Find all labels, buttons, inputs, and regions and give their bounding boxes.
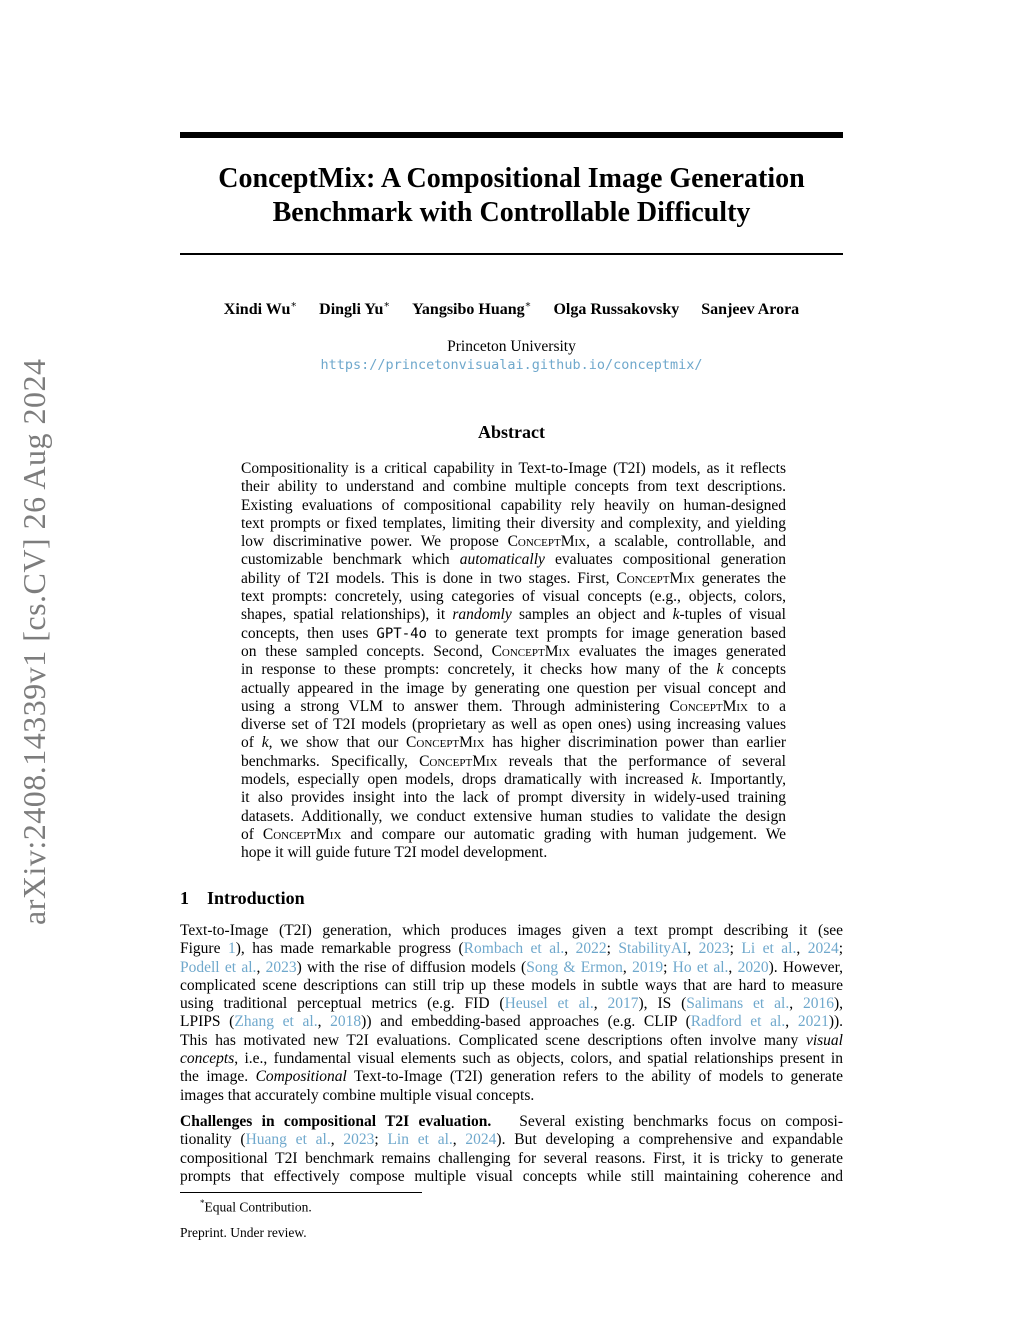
citation-link[interactable]: Lin et al. bbox=[387, 1131, 453, 1149]
abstract-line: on these sampled concepts. Second, ConceptMix evaluates the images generated bbox=[241, 642, 787, 660]
model-name: GPT-4o bbox=[376, 625, 427, 642]
paragraph-line: Podell et al., 2023) with the rise of diffusion models (Song & Ermon, 2019; Ho et al., 2020). However, bbox=[180, 958, 843, 976]
abstract-line: datasets. Additionally, we conduct extensive human studies to validate the design bbox=[241, 807, 786, 825]
arxiv-identifier: arXiv:2408.14339v1 [cs.CV] 26 Aug 2024 bbox=[16, 358, 52, 926]
method-name: ConceptMix bbox=[616, 569, 695, 587]
abstract-line: actually appeared in the image by generating one question per visual concept and bbox=[241, 679, 786, 697]
author-list bbox=[180, 300, 843, 319]
paragraph-line: prompts that effectively compose multiple visual concepts while still maintaining coherence and bbox=[180, 1167, 843, 1185]
paragraph-line: LPIPS (Zhang et al., 2018)) and embedding-based approaches (e.g. CLIP (Radford et al., 2021)). bbox=[180, 1013, 844, 1031]
citation-link[interactable]: Radford et al. bbox=[690, 1013, 786, 1031]
method-name: ConceptMix bbox=[507, 533, 587, 551]
paragraph-line: using traditional perceptual metrics (e.g. FID (Heusel et al., 2017), IS (Salimans et al., 2016), bbox=[180, 995, 844, 1013]
method-name: ConceptMix bbox=[669, 697, 748, 715]
abstract-line: concepts, then uses GPT-4o to generate text prompts for image generation based bbox=[241, 624, 786, 642]
abstract-line: text prompts or fixed templates, limiting their diversity and complexity, and yielding bbox=[241, 514, 786, 532]
method-name: ConceptMix bbox=[419, 752, 498, 770]
paragraph-line: compositional T2I benchmark remains challenging for several reasons. First, it is tricky to generate bbox=[180, 1149, 843, 1167]
author-1: Xindi Wu∗ bbox=[223, 300, 298, 319]
citation-link[interactable]: Podell et al. bbox=[180, 958, 257, 976]
paragraph-line: Challenges in compositional T2I evaluation. Several existing benchmarks focus on composi- bbox=[180, 1113, 843, 1130]
citation-year-link[interactable]: 2021 bbox=[797, 1013, 829, 1031]
intro-paragraph-1 bbox=[180, 922, 843, 1105]
abstract-line: models, especially open models, drops dramatically with increased k. Importantly, bbox=[241, 771, 786, 789]
paragraph-line: Text-to-Image (T2I) generation, which produces images given a text prompt describing it (see bbox=[180, 922, 843, 939]
paragraph-line: This has motivated new T2I evaluations. Complicated scene descriptions often involve many visual bbox=[180, 1031, 843, 1049]
abstract-body bbox=[241, 460, 786, 863]
citation-link[interactable]: Heusel et al. bbox=[504, 995, 594, 1013]
abstract-line: it also provides insight into the lack of prompt diversity in widely-used training bbox=[241, 789, 786, 807]
abstract-line: low discriminative power. We propose ConceptMix, a scalable, controllable, and bbox=[241, 533, 786, 551]
paragraph-lead: Challenges in compositional T2I evaluation. bbox=[180, 1113, 492, 1130]
abstract-line: shapes, spatial relationships), it randomly samples an object and k-tuples of visual bbox=[241, 606, 786, 624]
citation-year-link[interactable]: 2018 bbox=[330, 1013, 362, 1031]
citation-link[interactable]: Zhang et al. bbox=[234, 1013, 318, 1031]
citation-link[interactable]: Li et al. bbox=[741, 940, 797, 958]
method-name: ConceptMix bbox=[262, 825, 342, 843]
abstract-line: benchmarks. Specifically, ConceptMix reveals that the performance of several bbox=[241, 752, 786, 770]
figure-ref-link[interactable]: 1 bbox=[227, 940, 236, 958]
title-bottom-rule bbox=[180, 253, 843, 255]
citation-link[interactable]: Rombach et al. bbox=[463, 940, 565, 958]
method-name: ConceptMix bbox=[491, 642, 571, 660]
footnote: *Equal Contribution. bbox=[200, 1198, 312, 1215]
author-2: Dingli Yu∗ bbox=[319, 300, 391, 319]
project-url-link[interactable]: https://princetonvisualai.github.io/conceptmix/ bbox=[320, 357, 703, 373]
title-line-2: Benchmark with Controllable Difficulty bbox=[272, 197, 751, 228]
abstract-line: their ability to understand and combine multiple concepts from text descriptions. bbox=[241, 478, 786, 496]
paragraph-line: Figure 1), has made remarkable progress (Rombach et al., 2022; StabilityAI, 2023; Li et al., 2024; bbox=[180, 940, 844, 958]
abstract-line: of k, we show that our ConceptMix has higher discrimination power than earlier bbox=[241, 734, 786, 752]
citation-year-link[interactable]: 2019 bbox=[632, 958, 664, 976]
abstract-line: diverse set of T2I models (proprietary as well as open ones) using increasing values bbox=[241, 716, 786, 734]
citation-link[interactable]: StabilityAI bbox=[618, 940, 688, 958]
paragraph-line: concepts, i.e., fundamental visual elements such as objects, colors, and spatial relationships present in bbox=[180, 1050, 843, 1068]
section-heading-introduction: 1 Introduction bbox=[180, 888, 305, 908]
abstract-line: customizable benchmark which automatically evaluates compositional generation bbox=[241, 551, 787, 569]
paragraph-line: images that accurately combine multiple visual concepts. bbox=[180, 1086, 535, 1104]
intro-paragraph-2 bbox=[180, 1113, 843, 1186]
abstract-line: of ConceptMix and compare our automatic grading with human judgement. We bbox=[241, 825, 786, 843]
citation-year-link[interactable]: 2024 bbox=[465, 1131, 497, 1149]
citation-link[interactable]: Song & Ermon bbox=[526, 958, 623, 976]
citation-year-link[interactable]: 2022 bbox=[575, 940, 607, 958]
abstract-heading: Abstract bbox=[478, 422, 545, 442]
paragraph-line: complicated scene descriptions can still trip up these models in subtle ways that are hard to measure bbox=[180, 976, 843, 994]
citation-year-link[interactable]: 2020 bbox=[737, 958, 769, 976]
preprint-note: Preprint. Under review. bbox=[180, 1225, 307, 1240]
citation-year-link[interactable]: 2024 bbox=[807, 940, 839, 958]
paper-title bbox=[180, 162, 843, 230]
abstract-line: ability of T2I models. This is done in two stages. First, ConceptMix generates the bbox=[241, 569, 786, 587]
abstract-line: Compositionality is a critical capability in Text-to-Image (T2I) models, as it reflects bbox=[241, 460, 786, 477]
abstract-line: using a strong VLM to answer them. Through administering ConceptMix to a bbox=[241, 697, 786, 715]
title-line-1: ConceptMix: A Compositional Image Generation bbox=[218, 163, 805, 194]
abstract-line: in response to these prompts: concretely, it checks how many of the k concepts bbox=[241, 661, 787, 679]
abstract-line: text prompts: concretely, using categories of visual concepts (e.g., objects, colors, bbox=[241, 588, 786, 606]
citation-year-link[interactable]: 2023 bbox=[698, 940, 730, 958]
author-4: Olga Russakovsky bbox=[553, 301, 680, 319]
method-name: ConceptMix bbox=[406, 734, 485, 752]
citation-year-link[interactable]: 2023 bbox=[343, 1131, 375, 1149]
citation-link[interactable]: Salimans et al. bbox=[686, 995, 790, 1013]
citation-year-link[interactable]: 2017 bbox=[607, 995, 639, 1013]
author-3: Yangsibo Huang∗ bbox=[412, 300, 532, 319]
footnote-rule bbox=[180, 1192, 422, 1193]
paragraph-line: tionality (Huang et al., 2023; Lin et al., 2024). But developing a comprehensive and expandable bbox=[180, 1131, 844, 1149]
abstract-line: hope it will guide future T2I model development. bbox=[241, 844, 548, 862]
citation-link[interactable]: Ho et al. bbox=[672, 958, 729, 976]
affiliation: Princeton University bbox=[447, 338, 576, 355]
abstract-line: Existing evaluations of compositional capability rely heavily on human-designed bbox=[241, 496, 786, 514]
title-top-rule bbox=[180, 132, 843, 138]
citation-year-link[interactable]: 2023 bbox=[265, 958, 297, 976]
paragraph-line: the image. Compositional Text-to-Image (T2I) generation refers to the ability of models to generate bbox=[180, 1068, 843, 1086]
citation-year-link[interactable]: 2016 bbox=[803, 995, 834, 1013]
author-5: Sanjeev Arora bbox=[701, 301, 800, 319]
citation-link[interactable]: Huang et al. bbox=[245, 1131, 331, 1149]
